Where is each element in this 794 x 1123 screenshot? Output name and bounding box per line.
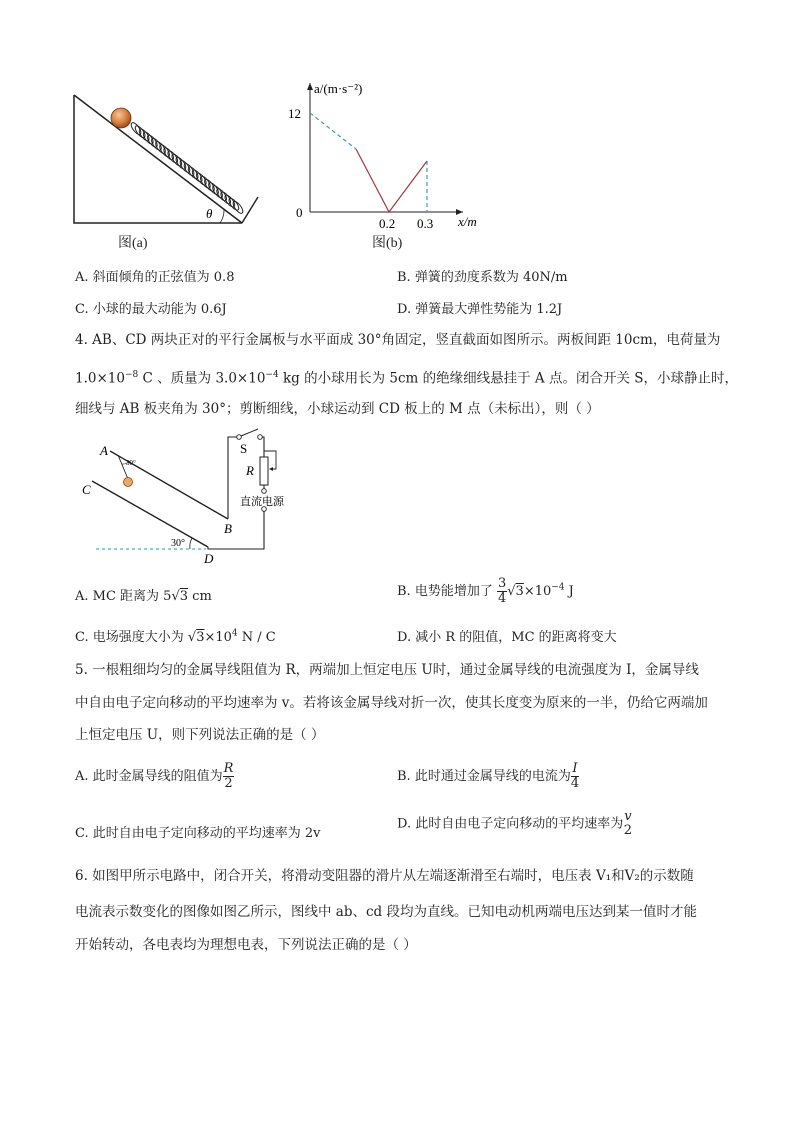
ball: [111, 108, 131, 128]
q4-stem-line2: $1.0\times 10^{-8}$ C 、质量为 $3.0\times 10^{-4}$ kg 的小球用长为 5cm 的绝缘细线悬挂于 A 点。闭合开关 S，小球静止时，: [75, 370, 739, 387]
label-A: A: [100, 443, 108, 458]
q5-option-c: C. 此时自由电子定向移动的平均速率为 2v: [75, 826, 321, 841]
q4-figure-plates-circuit: [78, 425, 308, 573]
figure-a-caption: 图(a): [118, 236, 148, 251]
x-tick-0-2: 0.2: [379, 216, 396, 231]
q5-option-b: B. 此时通过金属导线的电流为 $\frac{I}{4}$: [397, 761, 580, 791]
x-tick-0-3: 0.3: [417, 216, 434, 231]
q5-option-d: D. 此时自由电子定向移动的平均速率为 v 2: [397, 809, 633, 838]
theta-label: θ: [206, 206, 213, 221]
figure-b-graph: [280, 75, 490, 235]
q3-option-c: C. 小球的最大动能为 0.6J: [75, 302, 227, 317]
y-axis-label: a/(m·s⁻²): [314, 81, 363, 96]
q3-option-a: A. 斜面倾角的正弦值为 0.8: [75, 270, 235, 285]
graph-line: [356, 149, 427, 212]
q3-option-d: D. 弹簧最大弹性势能为 1.2J: [397, 302, 563, 317]
q5-stem-line2: 中自由电子定向移动的平均速率为 v。若将该金属导线对折一次，使其长度变为原来的一半，仍给它两端加: [75, 695, 708, 711]
q4-option-d: D. 减小 R 的阻值，MC 的距离将变大: [397, 630, 617, 645]
q4-stem-line1: 4. AB、CD 两块正对的平行金属板与水平面成 30°角固定，竖直截面如图所示。两板间距 10cm，电荷量为: [75, 332, 721, 348]
q5-stem-line3: 上恒定电压 U，则下列说法正确的是（ ）: [75, 727, 325, 743]
origin-label: 0: [296, 205, 303, 220]
label-D: D: [204, 551, 214, 566]
q5-option-a: A. 此时金属导线的阻值为 $\frac{R}{2}$: [75, 761, 234, 791]
label-source: 直流电源: [240, 495, 284, 508]
label-B: B: [224, 521, 232, 536]
q6-stem-line2: 电流表示数变化的图像如图乙所示，图线中 ab、cd 段均为直线。已知电动机两端电压达到某一值时才能: [75, 904, 697, 920]
label-C: C: [82, 482, 91, 497]
q4-option-c: C. 电场强度大小为 $√3\times 10^4$ N / C: [75, 628, 276, 645]
x-axis-label: x/m: [458, 214, 477, 229]
q4-stem-line3: 细线与 AB 板夹角为 30°；剪断细线，小球运动到 CD 板上的 M 点（未标出），则（ ）: [75, 401, 600, 417]
angle-label-d: 30°: [171, 538, 185, 549]
y-tick-12: 12: [288, 106, 301, 121]
q5-stem-line1: 5. 一根粗细均匀的金属导线阻值为 R，两端加上恒定电压 U时，通过金属导线的电流强度为 I，金属导线: [75, 662, 699, 678]
q3-option-b: B. 弹簧的劲度系数为 40N/m: [397, 270, 568, 285]
label-R: R: [246, 463, 254, 478]
q6-stem-line1: 6. 如图甲所示电路中，闭合开关，将滑动变阻器的滑片从左端逐渐滑至右端时，电压表 V₁和V₂的示数随: [75, 868, 694, 884]
angle-label-a: 30°: [126, 459, 136, 467]
figure-b-caption: 图(b): [372, 236, 403, 251]
spring-coils: [129, 121, 244, 215]
q6-stem-line3: 开始转动，各电表均为理想电表，下列说法正确的是（ ）: [75, 937, 417, 953]
label-S: S: [240, 441, 248, 456]
q4-option-a: A. MC 距离为 5√3 cm: [75, 589, 212, 604]
q4-option-b: B. 电势能增加了 $\frac{3}{4}$ $√3\times 10^{-4}$ J: [397, 576, 574, 606]
figure-a-incline: [60, 85, 270, 230]
